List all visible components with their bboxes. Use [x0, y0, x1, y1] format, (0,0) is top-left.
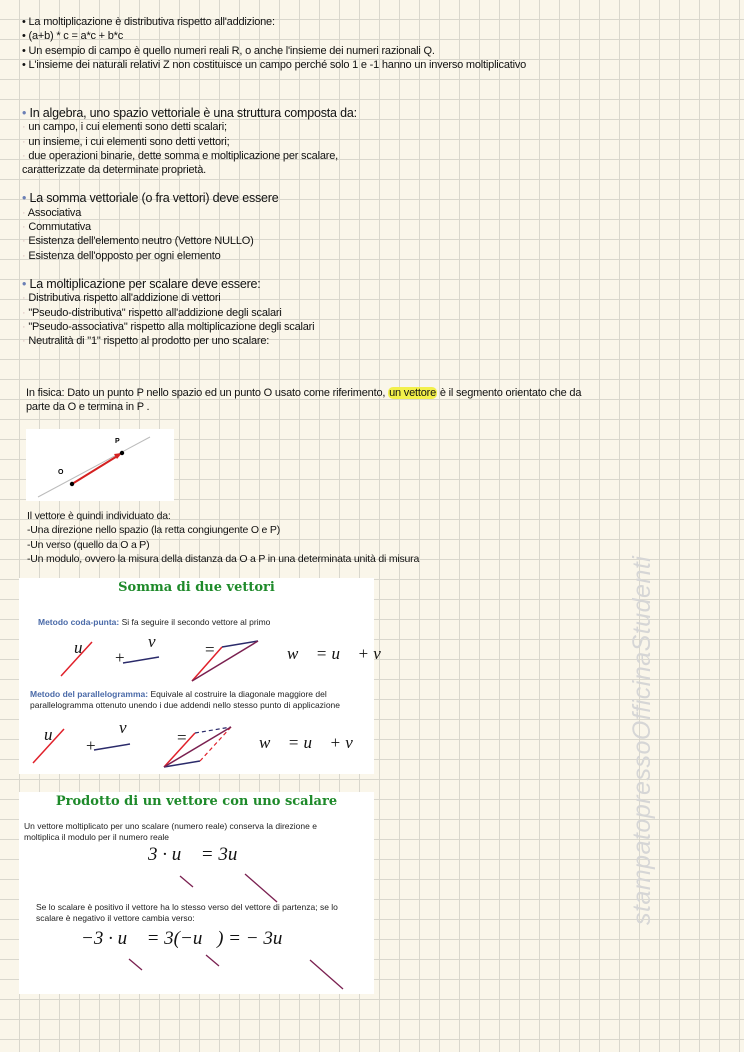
plus-sign: +: [115, 648, 125, 667]
v-arrow: [94, 744, 130, 750]
list-item: Commutativa: [28, 221, 91, 234]
section-vector-space: • In algebra, uno spazio vettoriale è una struttura composta da: · un campo, i cui elementi sono detti scalari; · un insieme, i cui elementi sono detti vettori; · due operazioni binarie, dette somma e moltiplicazione per scalare, caratterizzate da determinate proprietà. • La somma vettoriale (o fra vettori) deve essere · Associativa · Commutativa · Esistenza dell'elemento neutro (Vettore NULLO) · Esistenza dell'opposto per ogni elemento • La moltiplicazione per scalare deve essere: · Distributiva rispetto all'addizione di vettori · "Pseudo-distributiva" rispetto all'addizione degli scalari · "Pseudo-associativa" rispetto alla moltiplicazione degli scalari · Neutralità di "1" rispetto al prodotto per uno scalare:: [22, 106, 357, 348]
method-label: Metodo coda-punta:: [38, 617, 120, 627]
slide-title: Prodotto di un vettore con uno scalare: [55, 794, 338, 809]
watermark: stampatopressoOfficinaStudenti: [628, 555, 656, 925]
list-item: un insieme, i cui elementi sono detti vettori;: [28, 135, 230, 148]
text: è il segmento orientato che da: [437, 387, 582, 399]
point-p: [120, 451, 124, 455]
scalar-product-slide: [19, 792, 374, 994]
label-p: P: [115, 438, 120, 445]
text-line: Un esempio di campo è quello numeri reali R, o anche l'insieme dei numeri razionali Q.: [28, 44, 435, 57]
method-text: Equivale al costruire la diagonale maggiore del: [148, 689, 327, 699]
method-text: parallelogramma ottenuto unendo i due addendi nello stesso punto di applicazione: [30, 699, 340, 710]
list-item: Esistenza dell'elemento neutro (Vettore NULLO): [28, 235, 254, 248]
text-line: Un vettore moltiplicato per uno scalare (numero reale) conserva la direzione e: [24, 821, 317, 831]
text-line: parte da O e termina in P .: [26, 401, 150, 414]
list-item: Associativa: [27, 206, 82, 219]
direction-line: [38, 437, 150, 497]
slide-title: Somma di due vettori: [118, 580, 275, 595]
equals-sign: =: [205, 640, 215, 659]
list-item: -Un modulo, ovvero la misura della distanza da O a P in una determinata unità di misura: [27, 552, 420, 565]
list-item: -Una direzione nello spazio (la retta congiungente O e P): [27, 524, 281, 537]
neg-3u-arrow: [310, 960, 343, 989]
section-physics: [26, 386, 581, 415]
label-o: O: [58, 469, 64, 476]
highlighted-text: un vettore: [389, 387, 437, 399]
heading: In algebra, uno spazio vettoriale è una struttura composta da:: [29, 106, 357, 120]
list-item: un campo, i cui elementi sono detti scalari;: [28, 121, 227, 134]
text-line: moltiplica il modulo per il numero reale: [24, 831, 170, 842]
plus-sign: +: [86, 736, 96, 755]
vector-sum-slide: [19, 578, 394, 774]
u-arrow: [61, 642, 92, 676]
list-item: Distributiva rispetto all'addizione di vettori: [28, 292, 221, 305]
u-arrow: [180, 876, 193, 887]
text-line: (a+b) * c = a*c + b*c: [28, 30, 124, 43]
equals-sign: =: [177, 728, 187, 747]
vector-properties: [27, 509, 419, 566]
text-line: Se lo scalare è positivo il vettore ha lo stesso verso del vettore di partenza; se lo: [36, 902, 338, 912]
text-line: L'insieme dei naturali relativi Z non costituisce un campo perché solo 1 e -1 hanno un inverso moltiplicativo: [28, 58, 527, 71]
vector-v: v⃗: [148, 632, 169, 651]
text-line: Il vettore è quindi individuato da:: [27, 510, 171, 522]
list-item: Esistenza dell'opposto per ogni elemento: [28, 249, 221, 262]
u-arrow: [33, 729, 64, 763]
u-arrow: [129, 959, 142, 970]
u-arrow: [192, 647, 222, 681]
vector-sum-drawings: [19, 578, 374, 774]
neg-u-arrow: [206, 955, 219, 966]
point-o: [70, 482, 74, 486]
equation-negative: −3 · u⃗ = 3(−u⃗) = − 3u⃗: [81, 928, 298, 949]
vector-v: v⃗: [119, 718, 140, 737]
heading: La moltiplicazione per scalare deve essere:: [29, 276, 261, 291]
text-line: scalare è negativo il vettore cambia verso:: [36, 912, 195, 923]
dashed-u: [200, 727, 231, 761]
method-label: Metodo del parallelogramma:: [30, 689, 149, 699]
3u-arrow: [245, 874, 277, 902]
text-line: caratterizzate da determinate proprietà.: [22, 164, 206, 177]
result-equation: w⃗ = u⃗ + v⃗: [259, 733, 366, 752]
vector-u: u⃗: [44, 725, 66, 744]
list-item: "Pseudo-distributiva" rispetto all'addizione degli scalari: [28, 306, 282, 319]
v-arrow: [123, 657, 159, 663]
scalar-arrows: [19, 792, 374, 994]
heading: La somma vettoriale (o fra vettori) deve essere: [29, 191, 279, 206]
list-item: due operazioni binarie, dette somma e moltiplicazione per scalare,: [28, 149, 338, 162]
text-line: La moltiplicazione è distributiva rispetto all'addizione:: [28, 16, 275, 28]
vector-diagram-svg: [26, 429, 174, 501]
list-item: -Un verso (quello da O a P): [27, 538, 150, 551]
list-item: Neutralità di "1" rispetto al prodotto per uno scalare:: [28, 335, 270, 348]
vector-arrow: [72, 455, 119, 484]
section-field-properties: • La moltiplicazione è distributiva rispetto all'addizione: • (a+b) * c = a*c + b*c • Un esempio di campo è quello numeri reali R, o anche l'insieme dei numeri razionali Q. • L'insieme dei naturali relativi Z non costituisce un campo perché solo 1 e -1 hanno un inverso moltiplicativo: [22, 16, 527, 71]
vector-op-diagram: [26, 429, 174, 501]
vector-u: u⃗: [74, 638, 96, 657]
equation-positive: 3 · u⃗ = 3u⃗: [148, 844, 253, 865]
method-text: Si fa seguire il secondo vettore al primo: [119, 617, 271, 627]
text: In fisica: Dato un punto P nello spazio ed un punto O usato come riferimento,: [26, 387, 389, 399]
result-equation: w⃗ = u⃗ + v⃗: [287, 644, 394, 663]
list-item: "Pseudo-associativa" rispetto alla moltiplicazione degli scalari: [28, 320, 315, 333]
